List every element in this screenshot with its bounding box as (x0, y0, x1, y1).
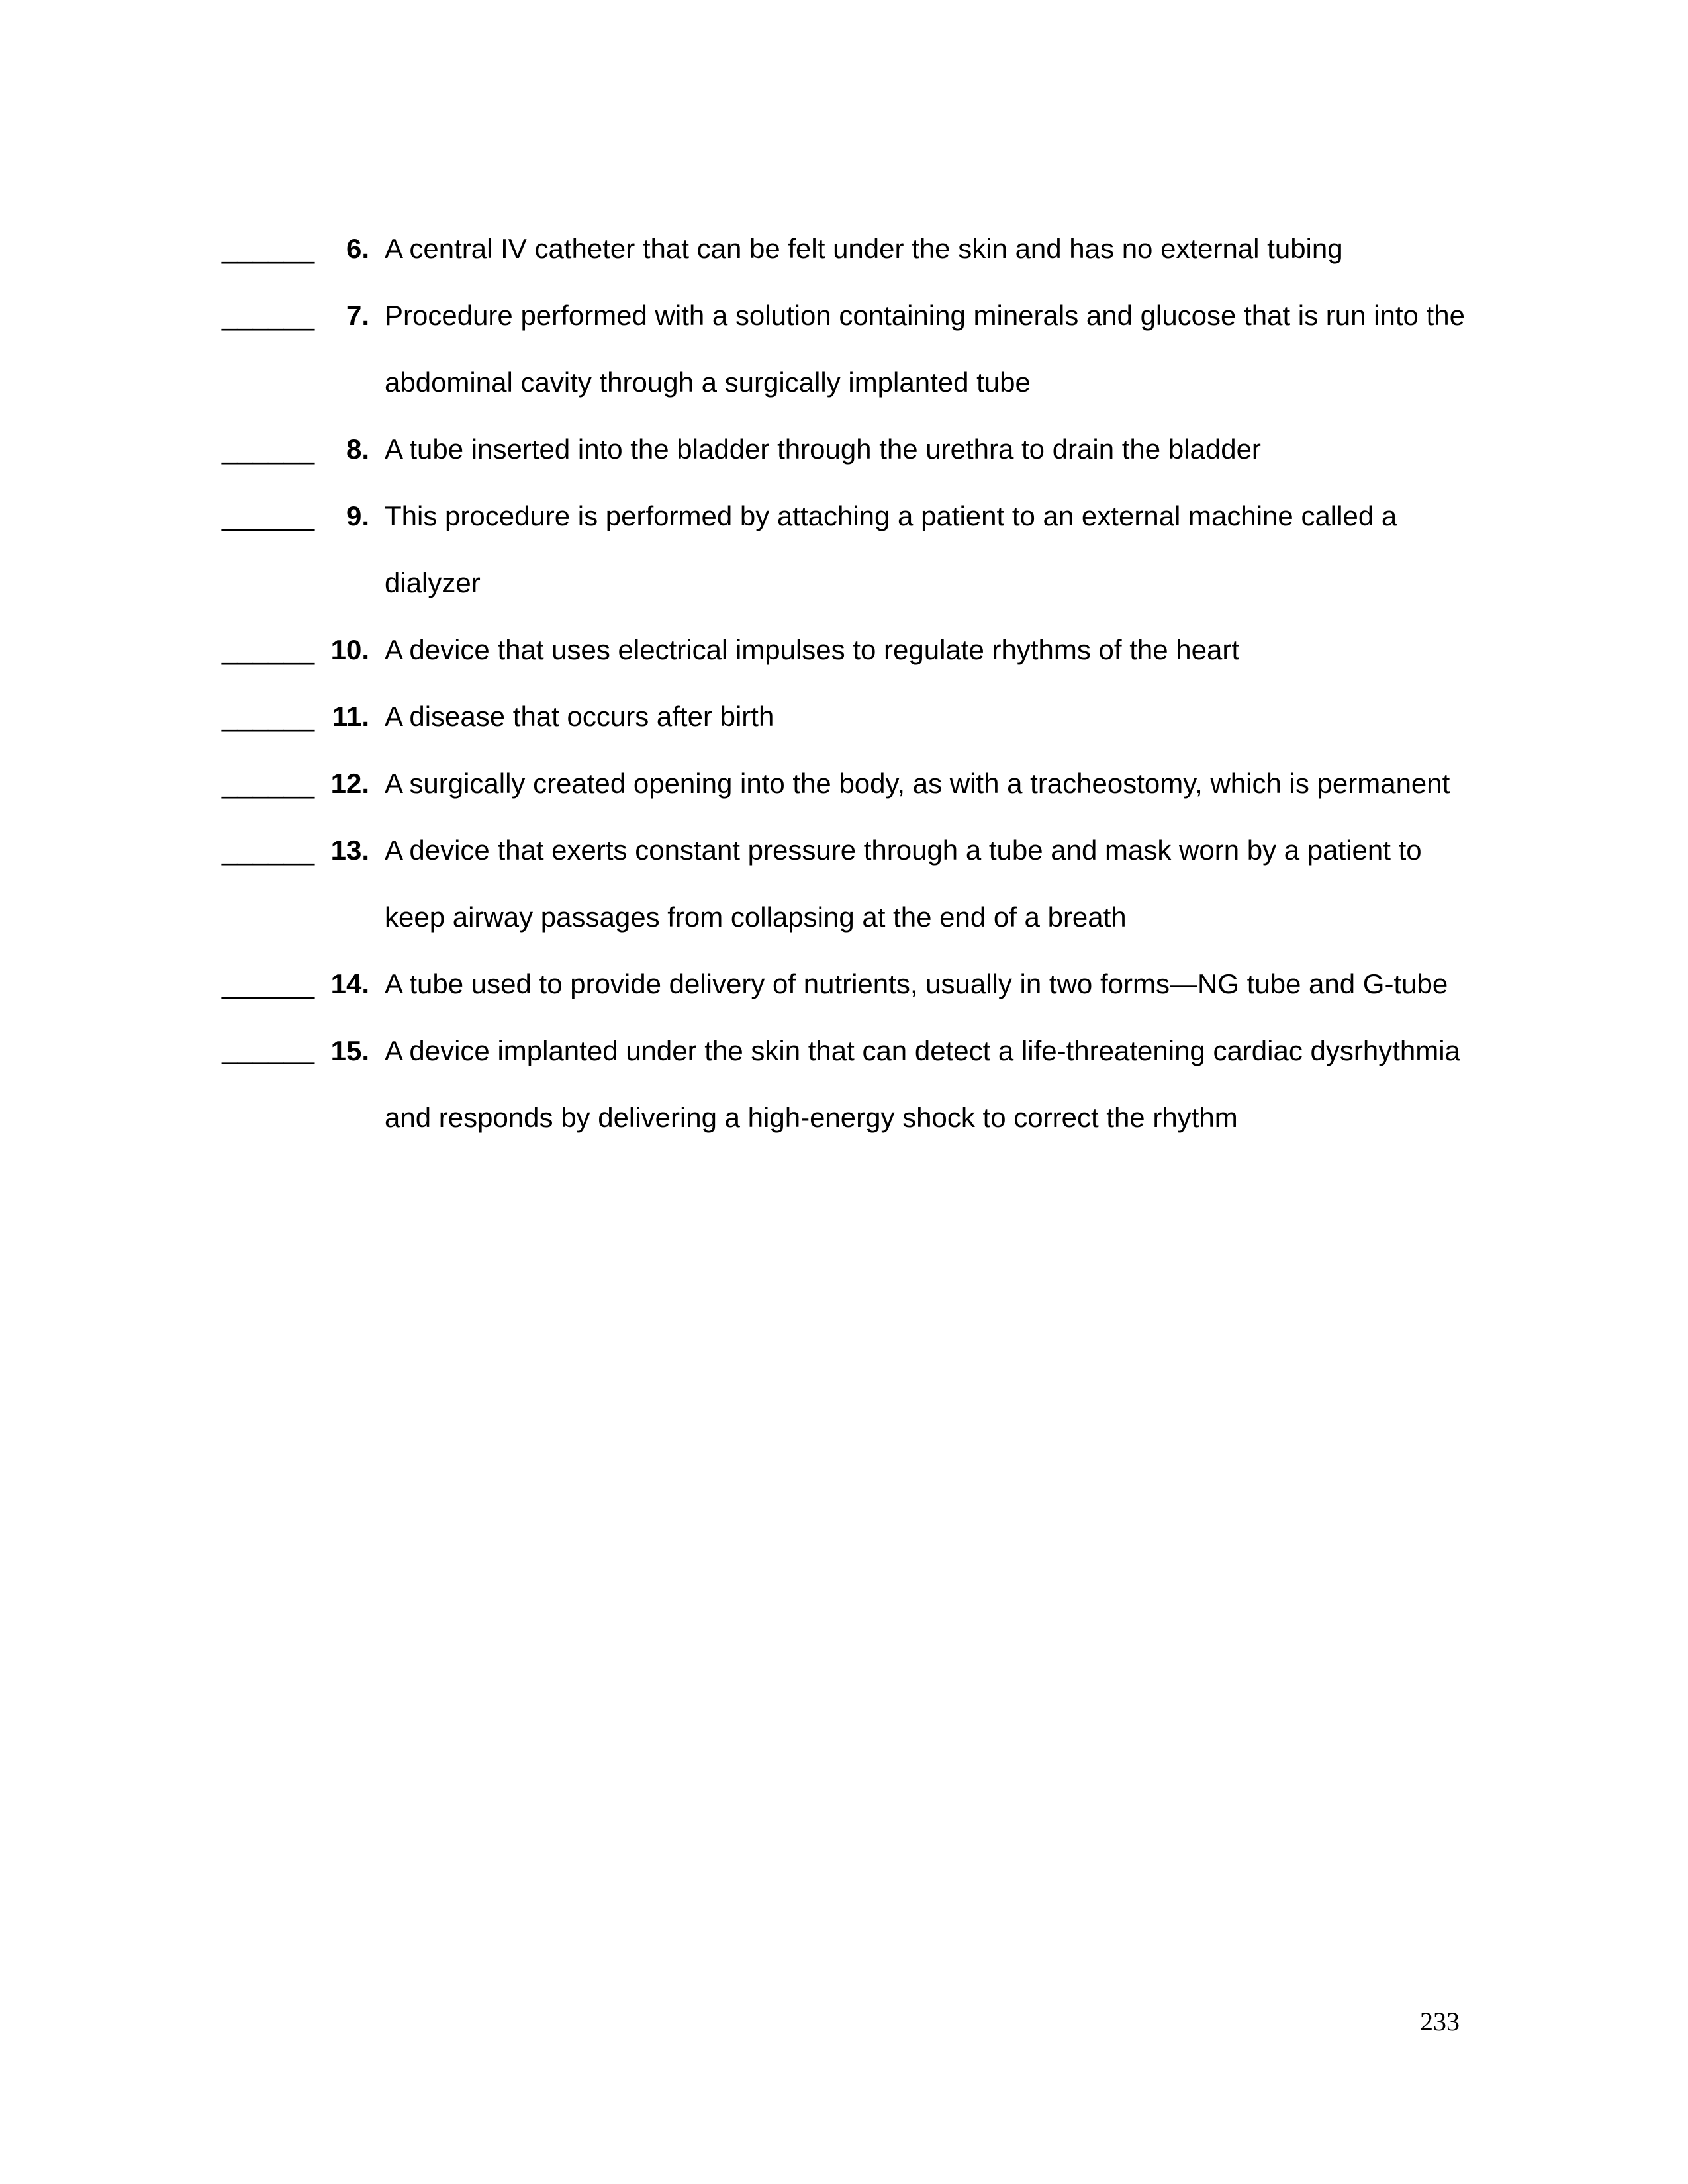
question-number: 15. (330, 1035, 369, 1066)
answer-blank[interactable]: ______ (222, 835, 315, 866)
answer-blank[interactable]: ______ (222, 701, 315, 732)
question-text: Procedure performed with a solution containing minerals and glucose that is run into the abdominal cavity through a surgically implanted tube (385, 300, 1465, 398)
question-number: 9. (346, 500, 369, 531)
question-text: A device implanted under the skin that can detect a life-threatening cardiac dysrhythmia and responds by delivering a high-energy shock to correct the rhythm (385, 1035, 1460, 1133)
page-number: 233 (1420, 2007, 1460, 2036)
question-11 (222, 683, 1479, 750)
question-number: 13. (330, 835, 369, 866)
question-number: 10. (330, 634, 369, 665)
question-6 (222, 215, 1479, 282)
question-text: A tube inserted into the bladder through the urethra to drain the bladder (385, 433, 1261, 465)
answer-blank[interactable]: ______ (222, 968, 315, 999)
question-text: A surgically created opening into the body, as with a tracheostomy, which is permanent (385, 768, 1450, 799)
question-text: A central IV catheter that can be felt under the skin and has no external tubing (385, 233, 1343, 264)
question-text: A disease that occurs after birth (385, 701, 774, 732)
question-9 (222, 482, 1479, 616)
question-number: 12. (330, 768, 369, 799)
question-text: A device that uses electrical impulses to regulate rhythms of the heart (385, 634, 1239, 665)
answer-blank[interactable]: ______ (222, 433, 315, 465)
question-14 (222, 950, 1479, 1017)
question-12 (222, 750, 1479, 817)
question-13 (222, 817, 1479, 950)
question-number: 11. (332, 701, 369, 732)
question-number: 7. (346, 300, 369, 331)
question-number: 6. (346, 233, 369, 264)
question-number: 8. (346, 433, 369, 465)
answer-blank[interactable]: ______ (222, 1035, 315, 1066)
answer-blank[interactable]: ______ (222, 768, 315, 799)
question-text: This procedure is performed by attaching a patient to an external machine called a dialyzer (385, 500, 1397, 598)
question-15 (222, 1017, 1479, 1151)
answer-blank[interactable]: ______ (222, 300, 315, 331)
question-text: A tube used to provide delivery of nutrients, usually in two forms—NG tube and G-tube (385, 968, 1448, 999)
question-number: 14. (330, 968, 369, 999)
question-7 (222, 282, 1479, 416)
question-text: A device that exerts constant pressure through a tube and mask worn by a patient to keep airway passages from collapsing at the end of a breath (385, 835, 1422, 933)
answer-blank[interactable]: ______ (222, 500, 315, 531)
question-10 (222, 616, 1479, 683)
question-8 (222, 416, 1479, 482)
answer-blank[interactable]: ______ (222, 233, 315, 264)
question-list (222, 215, 1479, 1151)
answer-blank[interactable]: ______ (222, 634, 315, 665)
